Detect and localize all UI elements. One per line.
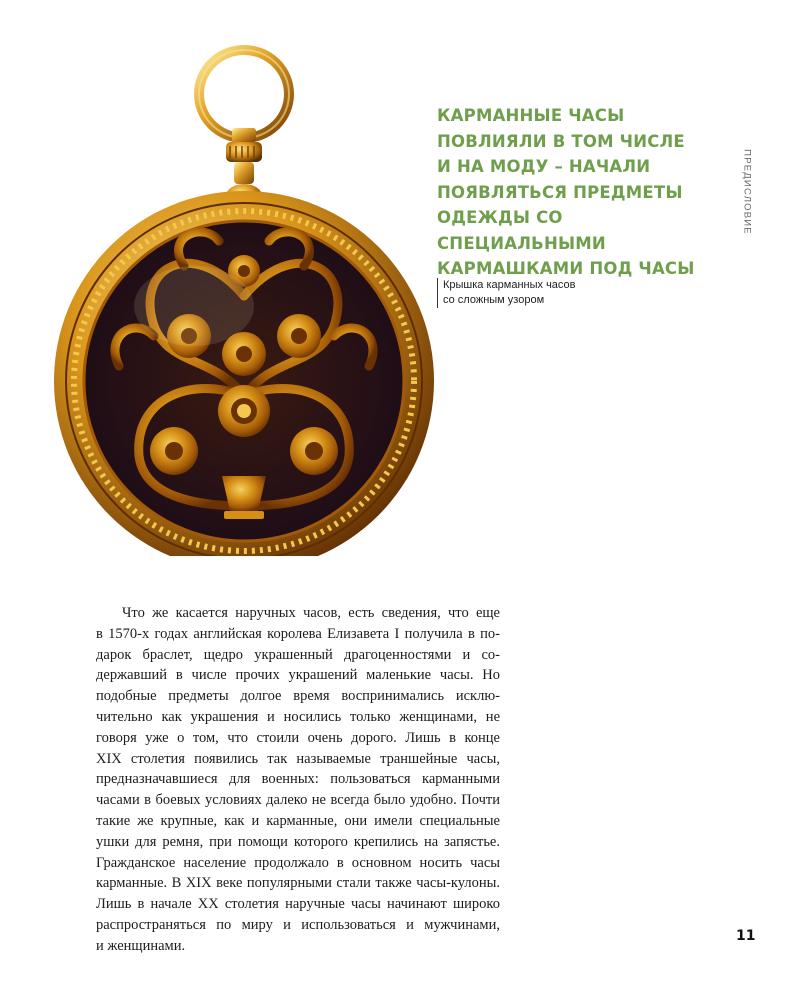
section-side-label	[742, 150, 752, 234]
headline-line: ПОВЛИЯЛИ В ТОМ ЧИСЛЕ	[437, 131, 685, 151]
page-number: 11	[736, 928, 756, 944]
body-line: ушки для ремня, при помощи которого крепились на запястье.	[96, 833, 500, 850]
pocket-watch-image	[44, 36, 444, 556]
body-line: Гражданское население продолжало в основном носить часы	[96, 854, 500, 871]
headline-line: И НА МОДУ – НАЧАЛИ	[437, 157, 651, 176]
image-caption	[437, 278, 576, 308]
caption-line: со сложным узором	[443, 294, 545, 306]
body-line: и женщинами.	[96, 937, 186, 954]
body-line: говоря уже о том, что стоили очень дорого. Лишь в конце	[96, 729, 500, 746]
body-line: предназначавшиеся для военных: пользоваться карманными	[96, 771, 500, 788]
body-line: дарок браслет, щедро украшенный драгоценностями и со-	[96, 646, 500, 663]
body-line: Лишь в начале XX столетия наручные часы начинают широко	[96, 896, 500, 913]
caption-line: Крышка карманных часов	[443, 279, 576, 291]
headline-line: ПОЯВЛЯТЬСЯ ПРЕДМЕТЫ	[437, 182, 683, 202]
body-line: державший в числе прочих украшений маленькие часы. Но	[96, 667, 500, 684]
body-line: чительно как украшения и носились только женщинами, не	[96, 708, 500, 725]
headline-line: СПЕЦИАЛЬНЫМИ	[437, 233, 606, 253]
watch-bow-ring	[199, 50, 289, 138]
headline-line: КАРМАННЫЕ ЧАСЫ	[437, 106, 625, 125]
headline-line: КАРМАШКАМИ ПОД ЧАСЫ	[437, 259, 695, 278]
watch-vase-motif	[222, 476, 266, 519]
body-line: распространяться по миру и использоваться и мужчинами,	[96, 916, 500, 933]
pull-quote-headline	[437, 103, 695, 282]
body-line: часами в боевых условиях далеко не всегда было удобно. Почти	[96, 792, 500, 809]
body-line: карманные. В XIX веке популярными стали также часы-кулоны.	[96, 875, 500, 892]
body-line: Что же касается наручных часов, есть сведения, что еще	[122, 605, 500, 621]
body-line: XIX столетия появились так называемые траншейные часы,	[96, 750, 500, 767]
body-paragraph	[96, 603, 500, 957]
body-line: такие же крупные, как и карманные, они имели специальные	[96, 812, 500, 829]
body-line: подобные предметы долгое время воспринимались исклю-	[96, 688, 500, 705]
body-line: в 1570-х годах английская королева Елизавета I получила в по-	[96, 625, 500, 642]
headline-line: ОДЕЖДЫ СО	[437, 208, 563, 227]
section-side-label-text: ПРЕДИСЛОВИЕ	[741, 149, 753, 235]
